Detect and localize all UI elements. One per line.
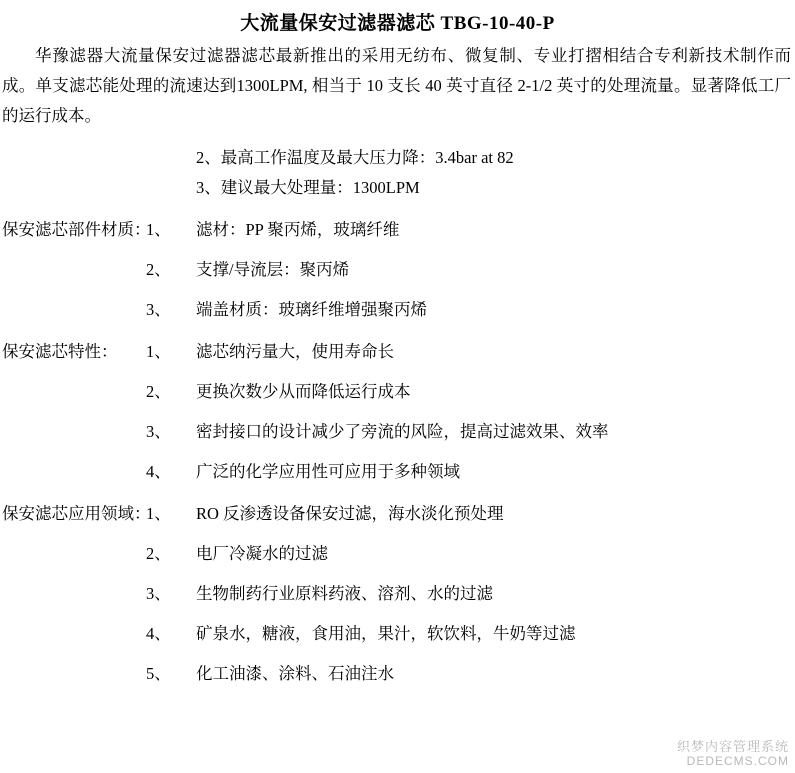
item-text: 更换次数少从而降低运行成本 <box>196 382 411 401</box>
item-text: 化工油漆、涂料、石油注水 <box>196 664 394 683</box>
list-item <box>0 337 795 367</box>
spec-line-1: 2、最高工作温度及最大压力降：3.4bar at 82 <box>196 148 514 167</box>
item-text: 矿泉水，糖液，食用油，果汁，软饮料，牛奶等过滤 <box>196 624 576 643</box>
item-text: 密封接口的设计减少了旁流的风险，提高过滤效果、效率 <box>196 422 609 441</box>
list-item <box>0 579 795 609</box>
item-number: 3、 <box>146 584 171 603</box>
watermark-line-1: 织梦内容管理系统 <box>676 739 789 754</box>
item-number: 2、 <box>146 260 171 279</box>
list-item <box>0 255 795 285</box>
section-materials <box>0 215 795 325</box>
watermark-line-2: DEDECMS.COM <box>686 754 789 768</box>
section-applications <box>0 499 795 689</box>
intro-paragraph: 华豫滤器大流量保安过滤器滤芯最新推出的采用无纺布、微复制、专业打摺相结合专利新技术制作而成。单支滤芯能处理的流速达到1300LPM, 相当于 10 支长 40 英寸直径 2-1/2 英寸的处理流量。显著降低工厂的运行成本。 <box>2 46 791 125</box>
item-text: 滤芯纳污量大，使用寿命长 <box>196 342 394 361</box>
list-item <box>0 539 795 569</box>
section-label: 保安滤芯部件材质： <box>2 220 151 239</box>
list-item <box>0 295 795 325</box>
item-text: 端盖材质：玻璃纤维增强聚丙烯 <box>196 300 427 319</box>
item-number: 2、 <box>146 382 171 401</box>
section-features <box>0 337 795 487</box>
spec-line-2: 3、建议最大处理量：1300LPM <box>196 178 420 197</box>
list-item <box>0 417 795 447</box>
list-item <box>0 215 795 245</box>
section-label: 保安滤芯特性： <box>2 342 118 361</box>
section-label: 保安滤芯应用领域： <box>2 504 151 523</box>
item-number: 1、 <box>146 504 171 523</box>
item-number: 3、 <box>146 422 171 441</box>
list-item <box>0 619 795 649</box>
item-text: 滤材：PP 聚丙烯，玻璃纤维 <box>196 220 400 239</box>
list-item <box>0 499 795 529</box>
item-number: 1、 <box>146 342 171 361</box>
item-text: RO 反渗透设备保安过滤，海水淡化预处理 <box>196 504 504 523</box>
item-number: 4、 <box>146 624 171 643</box>
item-number: 4、 <box>146 462 171 481</box>
item-number: 5、 <box>146 664 171 683</box>
item-number: 3、 <box>146 300 171 319</box>
item-number: 2、 <box>146 544 171 563</box>
list-item <box>0 377 795 407</box>
page-title: 大流量保安过滤器滤芯 TBG-10-40-P <box>240 13 555 34</box>
item-text: 支撑/导流层：聚丙烯 <box>196 260 350 279</box>
item-number: 1、 <box>146 220 171 239</box>
item-text: 生物制药行业原料药液、溶剂、水的过滤 <box>196 584 493 603</box>
list-item <box>0 659 795 689</box>
document-page <box>0 8 795 773</box>
list-item <box>0 457 795 487</box>
item-text: 广泛的化学应用性可应用于多种领域 <box>196 462 460 481</box>
item-text: 电厂冷凝水的过滤 <box>196 544 328 563</box>
